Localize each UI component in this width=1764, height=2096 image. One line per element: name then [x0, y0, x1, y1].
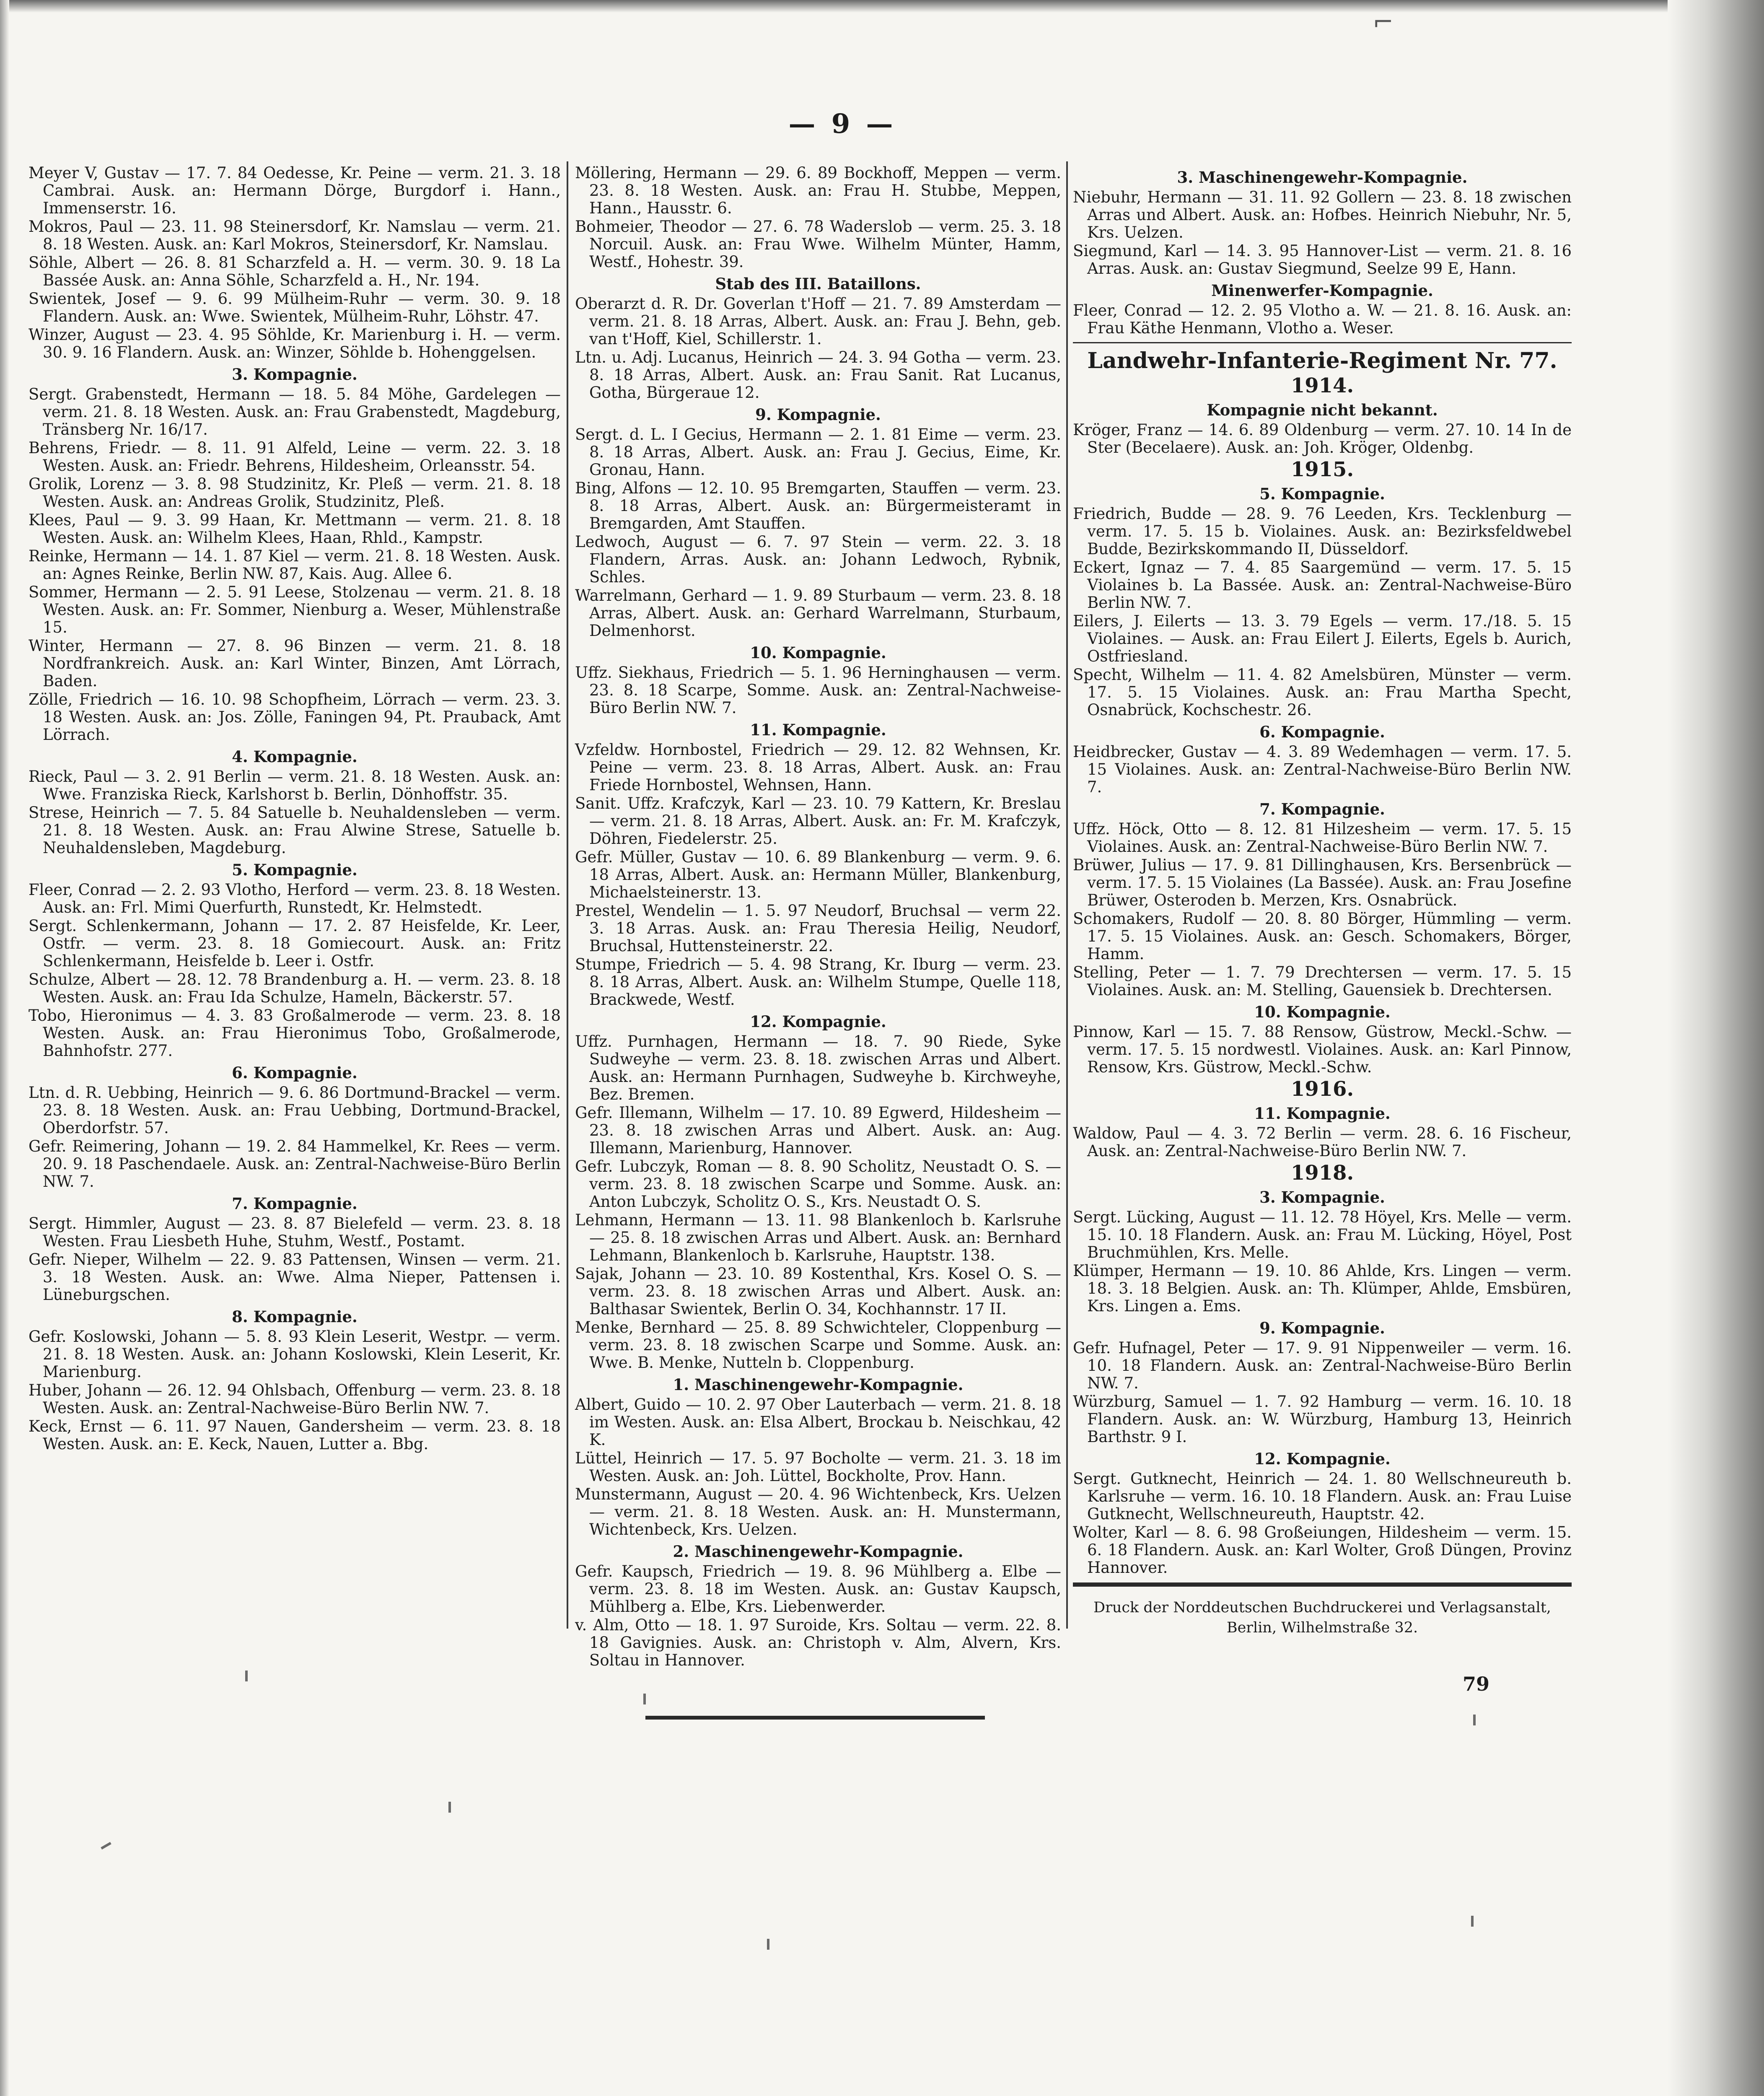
list-entry: Wolter, Karl — 8. 6. 98 Großeiungen, Hildesheim — verm. 15. 6. 18 Flandern. Ausk. an: Karl Wolter, Groß Düngen, Provinz Hannover. — [1073, 1523, 1572, 1577]
list-entry: Fleer, Conrad — 12. 2. 95 Vlotho a. W. — 21. 8. 16. Ausk. an: Frau Käthe Henmann, Vlotho a. Weser. — [1073, 301, 1572, 337]
end-rule — [645, 1716, 985, 1720]
section-heading: 5. Kompagnie. — [1259, 485, 1385, 503]
list-entry: Reinke, Hermann — 14. 1. 87 Kiel — verm. 21. 8. 18 Westen. Ausk. an: Agnes Reinke, Berlin NW. 87, Kais. Aug. Allee 6. — [28, 547, 561, 583]
section-heading: 12. Kompagnie. — [750, 1012, 886, 1031]
section-heading: 7. Kompagnie. — [1259, 800, 1385, 818]
list-entry: Gefr. Kaupsch, Friedrich — 19. 8. 96 Mühlberg a. Elbe — verm. 23. 8. 18 im Westen. Ausk. an: Gustav Kaupsch, Mühlberg a. Elbe, Krs. Liebenwerder. — [575, 1562, 1061, 1616]
ink-speck — [448, 1802, 451, 1813]
list-entry: Gefr. Hufnagel, Peter — 17. 9. 91 Nippenweiler — verm. 16. 10. 18 Flandern. Ausk. an: Zentral-Nachweise-Büro Berlin NW. 7. — [1073, 1339, 1572, 1392]
scan-edge-top — [0, 0, 1764, 13]
section-rule — [1073, 342, 1572, 343]
list-entry: Winter, Hermann — 27. 8. 96 Binzen — verm. 21. 8. 18 Nordfrankreich. Ausk. an: Karl Winter, Binzen, Amt Lörrach, Baden. — [28, 637, 561, 690]
list-entry: Siegmund, Karl — 14. 3. 95 Hannover-List — verm. 21. 8. 16 Arras. Ausk. an: Gustav Siegmund, Seelze 99 E, Hann. — [1073, 242, 1572, 278]
ink-speck — [1473, 1715, 1476, 1725]
list-entry: Vzfeldw. Hornbostel, Friedrich — 29. 12. 82 Wehnsen, Kr. Peine — verm. 23. 8. 18 Arras, Albert. Ausk. an: Frau Friede Hornbostel, Wehnsen, Hann. — [575, 741, 1061, 794]
ink-speck — [245, 1671, 248, 1681]
list-entry: Gefr. Koslowski, Johann — 5. 8. 93 Klein Leserit, Westpr. — verm. 21. 8. 18 Westen. Ausk. an: Johann Koslowski, Klein Leserit, Kr. Marienburg. — [28, 1328, 561, 1381]
ink-speck — [1471, 1916, 1474, 1927]
list-entry: Sergt. Himmler, August — 23. 8. 87 Bielefeld — verm. 23. 8. 18 Westen. Frau Liesbeth Huhe, Stuhm, Westf., Postamt. — [28, 1214, 561, 1250]
list-entry: Stelling, Peter — 1. 7. 79 Drechtersen — verm. 17. 5. 15 Violaines. Ausk. an: M. Stelling, Gauensiek b. Drechtersen. — [1073, 963, 1572, 999]
list-entry: Pinnow, Karl — 15. 7. 88 Rensow, Güstrow, Meckl.-Schw. — verm. 17. 5. 15 nordwestl. Violaines. Ausk. an: Karl Pinnow, Rensow, Krs. Güstrow, Meckl.-Schw. — [1073, 1023, 1572, 1076]
list-entry: Friedrich, Budde — 28. 9. 76 Leeden, Krs. Tecklenburg — verm. 17. 5. 15 b. Violaines. Ausk. an: Bezirksfeldwebel Budde, Bezirkskommando II, Düsseldorf. — [1073, 505, 1572, 558]
list-entry: Möllering, Hermann — 29. 6. 89 Bockhoff, Meppen — verm. 23. 8. 18 Westen. Ausk. an: Frau H. Stubbe, Meppen, Hann., Hausstr. 6. — [575, 164, 1061, 217]
list-entry: Kröger, Franz — 14. 6. 89 Oldenburg — verm. 27. 10. 14 In de Ster (Becelaere). Ausk. an: Joh. Kröger, Oldenbg. — [1073, 421, 1572, 457]
list-entry: Bing, Alfons — 12. 10. 95 Bremgarten, Stauffen — verm. 23. 8. 18 Arras, Albert. Ausk. an: Bürgermeisteramt in Bremgarden, Amt Stauffen. — [575, 479, 1061, 532]
list-entry: Sergt. Gutknecht, Heinrich — 24. 1. 80 Wellschneureuth b. Karlsruhe — verm. 16. 10. 18 Flandern. Ausk. an: Frau Luise Gutknecht, Wellschneureuth, Hauptstr. 42. — [1073, 1470, 1572, 1523]
list-entry: Gefr. Lubczyk, Roman — 8. 8. 90 Scholitz, Neustadt O. S. — verm. 23. 8. 18 zwischen Scarpe und Somme. Ausk. an: Anton Lubczyk, Scholitz O. S., Krs. Neustadt O. S. — [575, 1157, 1061, 1211]
section-heading: 11. Kompagnie. — [750, 721, 886, 739]
regiment-title: Landwehr-Infanterie-Regiment Nr. 77. — [1087, 348, 1557, 374]
list-entry: Rieck, Paul — 3. 2. 91 Berlin — verm. 21. 8. 18 Westen. Ausk. an: Wwe. Franziska Rieck, Karlshorst b. Berlin, Dönhoffstr. 35. — [28, 768, 561, 803]
column-divider-1 — [567, 161, 568, 1629]
list-entry: Schomakers, Rudolf — 20. 8. 80 Börger, Hümmling — verm. 17. 5. 15 Violaines. Ausk. an: Gesch. Schomakers, Börger, Hamm. — [1073, 910, 1572, 963]
list-entry: Grolik, Lorenz — 3. 8. 98 Studzinitz, Kr. Pleß — verm. 21. 8. 18 Westen. Ausk. an: Andreas Grolik, Studzinitz, Pleß. — [28, 475, 561, 511]
section-heading: 4. Kompagnie. — [232, 747, 357, 766]
list-entry: Lüttel, Heinrich — 17. 5. 97 Bocholte — verm. 21. 3. 18 im Westen. Ausk. an: Joh. Lüttel, Bockholte, Prov. Hann. — [575, 1449, 1061, 1485]
list-entry: Söhle, Albert — 26. 8. 81 Scharzfeld a. H. — verm. 30. 9. 18 La Bassée Ausk. an: Anna Söhle, Scharzfeld a. H., Nr. 194. — [28, 254, 561, 289]
list-entry: Eckert, Ignaz — 7. 4. 85 Saargemünd — verm. 17. 5. 15 Violaines b. La Bassée. Ausk. an: Zentral-Nachweise-Büro Berlin NW. 7. — [1073, 558, 1572, 612]
list-entry: Strese, Heinrich — 7. 5. 84 Satuelle b. Neuhaldensleben — verm. 21. 8. 18 Westen. Ausk. an: Frau Alwine Strese, Satuelle b. Neuhaldensleben, Magdeburg. — [28, 804, 561, 857]
year-heading: 1918. — [1290, 1161, 1354, 1185]
list-entry: Schulze, Albert — 28. 12. 78 Brandenburg a. H. — verm. 23. 8. 18 Westen. Ausk. an: Frau Ida Schulze, Hameln, Bäckerstr. 57. — [28, 970, 561, 1006]
printer-imprint — [1073, 1598, 1572, 1638]
list-entry: Uffz. Purnhagen, Hermann — 18. 7. 90 Riede, Syke Sudweyhe — verm. 23. 8. 18. zwischen Arras und Albert. Ausk. an: Hermann Purnhagen, Sudweyhe b. Kirchweyhe, Bez. Bremen. — [575, 1032, 1061, 1103]
page-number: 79 — [1463, 1673, 1490, 1695]
list-entry: Winzer, August — 23. 4. 95 Söhlde, Kr. Marienburg i. H. — verm. 30. 9. 16 Flandern. Ausk. an: Winzer, Söhlde b. Hohenggelsen. — [28, 326, 561, 361]
section-heading: Stab des III. Bataillons. — [715, 275, 921, 293]
list-entry: Sergt. Lücking, August — 11. 12. 78 Höyel, Krs. Melle — verm. 15. 10. 18 Flandern. Ausk. an: Frau M. Lücking, Höyel, Post Bruchmühlen, Krs. Melle. — [1073, 1208, 1572, 1261]
column-2 — [575, 164, 1061, 1670]
column-divider-2 — [1066, 161, 1068, 1629]
year-heading: 1914. — [1290, 374, 1354, 397]
list-entry: Swientek, Josef — 9. 6. 99 Mülheim-Ruhr — verm. 30. 9. 18 Flandern. Ausk. an: Wwe. Swientek, Mülheim-Ruhr, Löhstr. 47. — [28, 290, 561, 325]
list-entry: Sommer, Hermann — 2. 5. 91 Leese, Stolzenau — verm. 21. 8. 18 Westen. Ausk. an: Fr. Sommer, Nienburg a. Weser, Mühlenstraße 15. — [28, 583, 561, 636]
list-entry: Bohmeier, Theodor — 27. 6. 78 Waderslob — verm. 25. 3. 18 Norcuil. Ausk. an: Frau Wwe. Wilhelm Münter, Hamm, Westf., Hohestr. 39. — [575, 218, 1061, 271]
list-entry: Specht, Wilhelm — 11. 4. 82 Amelsbüren, Münster — verm. 17. 5. 15 Violaines. Ausk. an: Frau Martha Specht, Osnabrück, Kochschestr. 26. — [1073, 666, 1572, 719]
list-entry: Albert, Guido — 10. 2. 97 Ober Lauterbach — verm. 21. 8. 18 im Westen. Ausk. an: Elsa Albert, Brockau b. Neischkau, 42 K. — [575, 1396, 1061, 1449]
section-heading: 3. Kompagnie. — [1259, 1188, 1385, 1206]
list-entry: Klümper, Hermann — 19. 10. 86 Ahlde, Krs. Lingen — verm. 18. 3. 18 Belgien. Ausk. an: Th. Klümper, Ahlde, Emsbüren, Krs. Lingen a. Ems. — [1073, 1262, 1572, 1315]
list-entry: Ltn. d. R. Uebbing, Heinrich — 9. 6. 86 Dortmund-Brackel — verm. 23. 8. 18 Westen. Ausk. an: Frau Uebbing, Dortmund-Brackel, Oberdorfstr. 57. — [28, 1084, 561, 1137]
section-heading: 7. Kompagnie. — [232, 1194, 357, 1213]
list-entry: Gefr. Nieper, Wilhelm — 22. 9. 83 Pattensen, Winsen — verm. 21. 3. 18 Westen. Ausk. an: Wwe. Alma Nieper, Pattensen i. Lüneburgschen. — [28, 1250, 561, 1304]
list-entry: Sergt. Grabenstedt, Hermann — 18. 5. 84 Möhe, Gardelegen — verm. 21. 8. 18 Westen. Ausk. an: Frau Grabenstedt, Magdeburg, Tränsberg Nr. 16/17. — [28, 385, 561, 438]
list-entry: Menke, Bernhard — 25. 8. 89 Schwichteler, Cloppenburg — verm. 23. 8. 18 zwischen Scarpe und Somme. Ausk. an: Wwe. B. Menke, Nutteln b. Cloppenburg. — [575, 1318, 1061, 1372]
ink-speck — [767, 1939, 769, 1950]
list-entry: Zölle, Friedrich — 16. 10. 98 Schopfheim, Lörrach — verm. 23. 3. 18 Westen. Ausk. an: Jos. Zölle, Faningen 94, Pt. Prauback, Amt Lörrach. — [28, 690, 561, 744]
list-entry: Sergt. Schlenkermann, Johann — 17. 2. 87 Heisfelde, Kr. Leer, Ostfr. — verm. 23. 8. 18 Gomiecourt. Ausk. an: Fritz Schlenkermann, Heisfelde b. Leer i. Ostfr. — [28, 917, 561, 970]
year-heading: 1916. — [1290, 1077, 1354, 1101]
section-heading: 12. Kompagnie. — [1254, 1450, 1391, 1468]
list-entry: Uffz. Siekhaus, Friedrich — 5. 1. 96 Herninghausen — verm. 23. 8. 18 Scarpe, Somme. Ausk. an: Zentral-Nachweise-Büro Berlin NW. 7. — [575, 664, 1061, 717]
section-heading: 10. Kompagnie. — [1254, 1003, 1391, 1021]
list-entry: Eilers, J. Eilerts — 13. 3. 79 Egels — verm. 17./18. 5. 15 Violaines. — Ausk. an: Frau Eilert J. Eilerts, Egels b. Aurich, Ostfriesland. — [1073, 612, 1572, 665]
section-heading: 9. Kompagnie. — [1259, 1319, 1385, 1337]
section-heading: Kompagnie nicht bekannt. — [1207, 401, 1438, 419]
year-heading: 1915. — [1290, 458, 1354, 481]
list-entry: Waldow, Paul — 4. 3. 72 Berlin — verm. 28. 6. 16 Fischeur, Ausk. an: Zentral-Nachweise-Büro Berlin NW. 7. — [1073, 1124, 1572, 1160]
section-heading: 3. Maschinengewehr-Kompagnie. — [1177, 168, 1468, 187]
list-entry: Lehmann, Hermann — 13. 11. 98 Blankenloch b. Karlsruhe — 25. 8. 18 zwischen Arras und Albert. Ausk. an: Bernhard Lehmann, Blankenloch b. Karlsruhe, Hauptstr. 138. — [575, 1211, 1061, 1264]
list-entry: Meyer V, Gustav — 17. 7. 84 Oedesse, Kr. Peine — verm. 21. 3. 18 Cambrai. Ausk. an: Hermann Dörge, Burgdorf i. Hann., Immenserstr. 16. — [28, 164, 561, 217]
imprint-line: Druck der Norddeutschen Buchdruckerei und Verlagsanstalt, — [1093, 1599, 1551, 1616]
column-1 — [28, 164, 561, 1454]
list-entry: Huber, Johann — 26. 12. 94 Ohlsbach, Offenburg — verm. 23. 8. 18 Westen. Ausk. an: Zentral-Nachweise-Büro Berlin NW. 7. — [28, 1381, 561, 1417]
closing-rule — [1073, 1582, 1572, 1587]
section-heading: 1. Maschinengewehr-Kompagnie. — [673, 1375, 964, 1394]
section-heading: 5. Kompagnie. — [232, 861, 357, 879]
list-entry: Fleer, Conrad — 2. 2. 93 Vlotho, Herford — verm. 23. 8. 18 Westen. Ausk. an: Frl. Mimi Querfurth, Runstedt, Kr. Helmstedt. — [28, 881, 561, 916]
section-heading: 6. Kompagnie. — [1259, 723, 1385, 741]
list-entry: Warrelmann, Gerhard — 1. 9. 89 Sturbaum — verm. 23. 8. 18 Arras, Albert. Ausk. an: Gerhard Warrelmann, Sturbaum, Delmenhorst. — [575, 586, 1061, 640]
ink-speck — [101, 1842, 111, 1850]
list-entry: Würzburg, Samuel — 1. 7. 92 Hamburg — verm. 16. 10. 18 Flandern. Ausk. an: W. Würzburg, Hamburg 13, Heinrich Barthstr. 9 I. — [1073, 1393, 1572, 1446]
page-folio: — 9 — — [788, 108, 896, 140]
section-heading: 11. Kompagnie. — [1254, 1104, 1391, 1123]
list-entry: Behrens, Friedr. — 8. 11. 91 Alfeld, Leine — verm. 22. 3. 18 Westen. Ausk. an: Friedr. Behrens, Hildesheim, Orleansstr. 54. — [28, 439, 561, 475]
corner-mark: ⌐ — [1373, 8, 1394, 37]
list-entry: Gefr. Illemann, Wilhelm — 17. 10. 89 Egwerd, Hildesheim — 23. 8. 18 zwischen Arras und Albert. Ausk. an: Aug. Illemann, Marienburg, Hannover. — [575, 1104, 1061, 1157]
list-entry: Brüwer, Julius — 17. 9. 81 Dillinghausen, Krs. Bersenbrück — verm. 17. 5. 15 Violaines (La Bassée). Ausk. an: Frau Josefine Brüwer, Osteroden b. Merzen, Krs. Osnabrück. — [1073, 856, 1572, 909]
section-heading: 10. Kompagnie. — [750, 643, 886, 662]
list-entry: Stumpe, Friedrich — 5. 4. 98 Strang, Kr. Iburg — verm. 23. 8. 18 Arras, Albert. Ausk. an: Wilhelm Stumpe, Quelle 118, Brackwede, Westf. — [575, 955, 1061, 1009]
list-entry: Ledwoch, August — 6. 7. 97 Stein — verm. 22. 3. 18 Flandern, Arras. Ausk. an: Johann Ledwoch, Rybnik, Schles. — [575, 533, 1061, 586]
list-entry: Tobo, Hieronimus — 4. 3. 83 Großalmerode — verm. 23. 8. 18 Westen. Ausk. an: Frau Hieronimus Tobo, Großalmerode, Bahnhofstr. 277. — [28, 1006, 561, 1060]
list-entry: Gefr. Reimering, Johann — 19. 2. 84 Hammelkel, Kr. Rees — verm. 20. 9. 18 Paschendaele. Ausk. an: Zentral-Nachweise-Büro Berlin NW. 7. — [28, 1137, 561, 1191]
list-entry: Ltn. u. Adj. Lucanus, Heinrich — 24. 3. 94 Gotha — verm. 23. 8. 18 Arras, Albert. Ausk. an: Frau Sanit. Rat Lucanus, Gotha, Bürgeraue 12. — [575, 348, 1061, 402]
list-entry: Mokros, Paul — 23. 11. 98 Steinersdorf, Kr. Namslau — verm. 21. 8. 18 Westen. Ausk. an: Karl Mokros, Steinersdorf, Kr. Namslau. — [28, 218, 561, 253]
list-entry: Keck, Ernst — 6. 11. 97 Nauen, Gandersheim — verm. 23. 8. 18 Westen. Ausk. an: E. Keck, Nauen, Lutter a. Bbg. — [28, 1417, 561, 1453]
scan-edge-left — [0, 0, 9, 2096]
section-heading: 3. Kompagnie. — [232, 365, 357, 384]
list-entry: Gefr. Müller, Gustav — 10. 6. 89 Blankenburg — verm. 9. 6. 18 Arras, Albert. Ausk. an: Hermann Müller, Blankenburg, Michaelsteinerstr. 13. — [575, 848, 1061, 901]
section-heading: 9. Kompagnie. — [755, 405, 881, 424]
section-heading: 2. Maschinengewehr-Kompagnie. — [673, 1542, 964, 1561]
column-3 — [1073, 164, 1572, 1638]
list-entry: Niebuhr, Hermann — 31. 11. 92 Gollern — 23. 8. 18 zwischen Arras und Albert. Ausk. an: Hofbes. Heinrich Niebuhr, Nr. 5, Krs. Uelzen. — [1073, 188, 1572, 241]
section-heading: Minenwerfer-Kompagnie. — [1211, 281, 1433, 300]
list-entry: Sajak, Johann — 23. 10. 89 Kostenthal, Krs. Kosel O. S. — verm. 23. 8. 18 zwischen Arras und Albert. Ausk. an: Balthasar Swientek, Berlin O. 34, Kochhannstr. 17 II. — [575, 1265, 1061, 1318]
list-entry: Munstermann, August — 20. 4. 96 Wichtenbeck, Krs. Uelzen — verm. 21. 8. 18 Westen. Ausk. an: H. Munstermann, Wichtenbeck, Krs. Uelzen. — [575, 1485, 1061, 1538]
list-entry: Sergt. d. L. I Gecius, Hermann — 2. 1. 81 Eime — verm. 23. 8. 18 Arras, Albert. Ausk. an: Frau J. Gecius, Eime, Kr. Gronau, Hann. — [575, 425, 1061, 479]
section-heading: 6. Kompagnie. — [232, 1064, 357, 1082]
list-entry: Oberarzt d. R. Dr. Goverlan t'Hoff — 21. 7. 89 Amsterdam — verm. 21. 8. 18 Arras, Albert. Ausk. an: Frau J. Behn, geb. van t'Hoff, Kiel, Schillerstr. 1. — [575, 295, 1061, 348]
list-entry: Prestel, Wendelin — 1. 5. 97 Neudorf, Bruchsal — verm 22. 3. 18 Arras. Ausk. an: Frau Theresia Heilig, Neudorf, Bruchsal, Huttensteinerstr. 22. — [575, 902, 1061, 955]
list-entry: v. Alm, Otto — 18. 1. 97 Suroide, Krs. Soltau — verm. 22. 8. 18 Gavignies. Ausk. an: Christoph v. Alm, Alvern, Krs. Soltau in Hannover. — [575, 1616, 1061, 1669]
list-entry: Sanit. Uffz. Krafczyk, Karl — 23. 10. 79 Kattern, Kr. Breslau — verm. 21. 8. 18 Arras, Albert. Ausk. an: Fr. M. Krafczyk, Döhren, Fiedelerstr. 25. — [575, 794, 1061, 848]
ink-speck — [643, 1694, 646, 1704]
scan-edge-right — [1668, 0, 1764, 2096]
list-entry: Heidbrecker, Gustav — 4. 3. 89 Wedemhagen — verm. 17. 5. 15 Violaines. Ausk. an: Zentral-Nachweise-Büro Berlin NW. 7. — [1073, 743, 1572, 796]
imprint-line: Berlin, Wilhelmstraße 32. — [1226, 1619, 1418, 1636]
list-entry: Uffz. Höck, Otto — 8. 12. 81 Hilzesheim — verm. 17. 5. 15 Violaines. Ausk. an: Zentral-Nachweise-Büro Berlin NW. 7. — [1073, 820, 1572, 856]
list-entry: Klees, Paul — 9. 3. 99 Haan, Kr. Mettmann — verm. 21. 8. 18 Westen. Ausk. an: Wilhelm Klees, Haan, Rhld., Kampstr. — [28, 511, 561, 547]
section-heading: 8. Kompagnie. — [232, 1307, 357, 1326]
